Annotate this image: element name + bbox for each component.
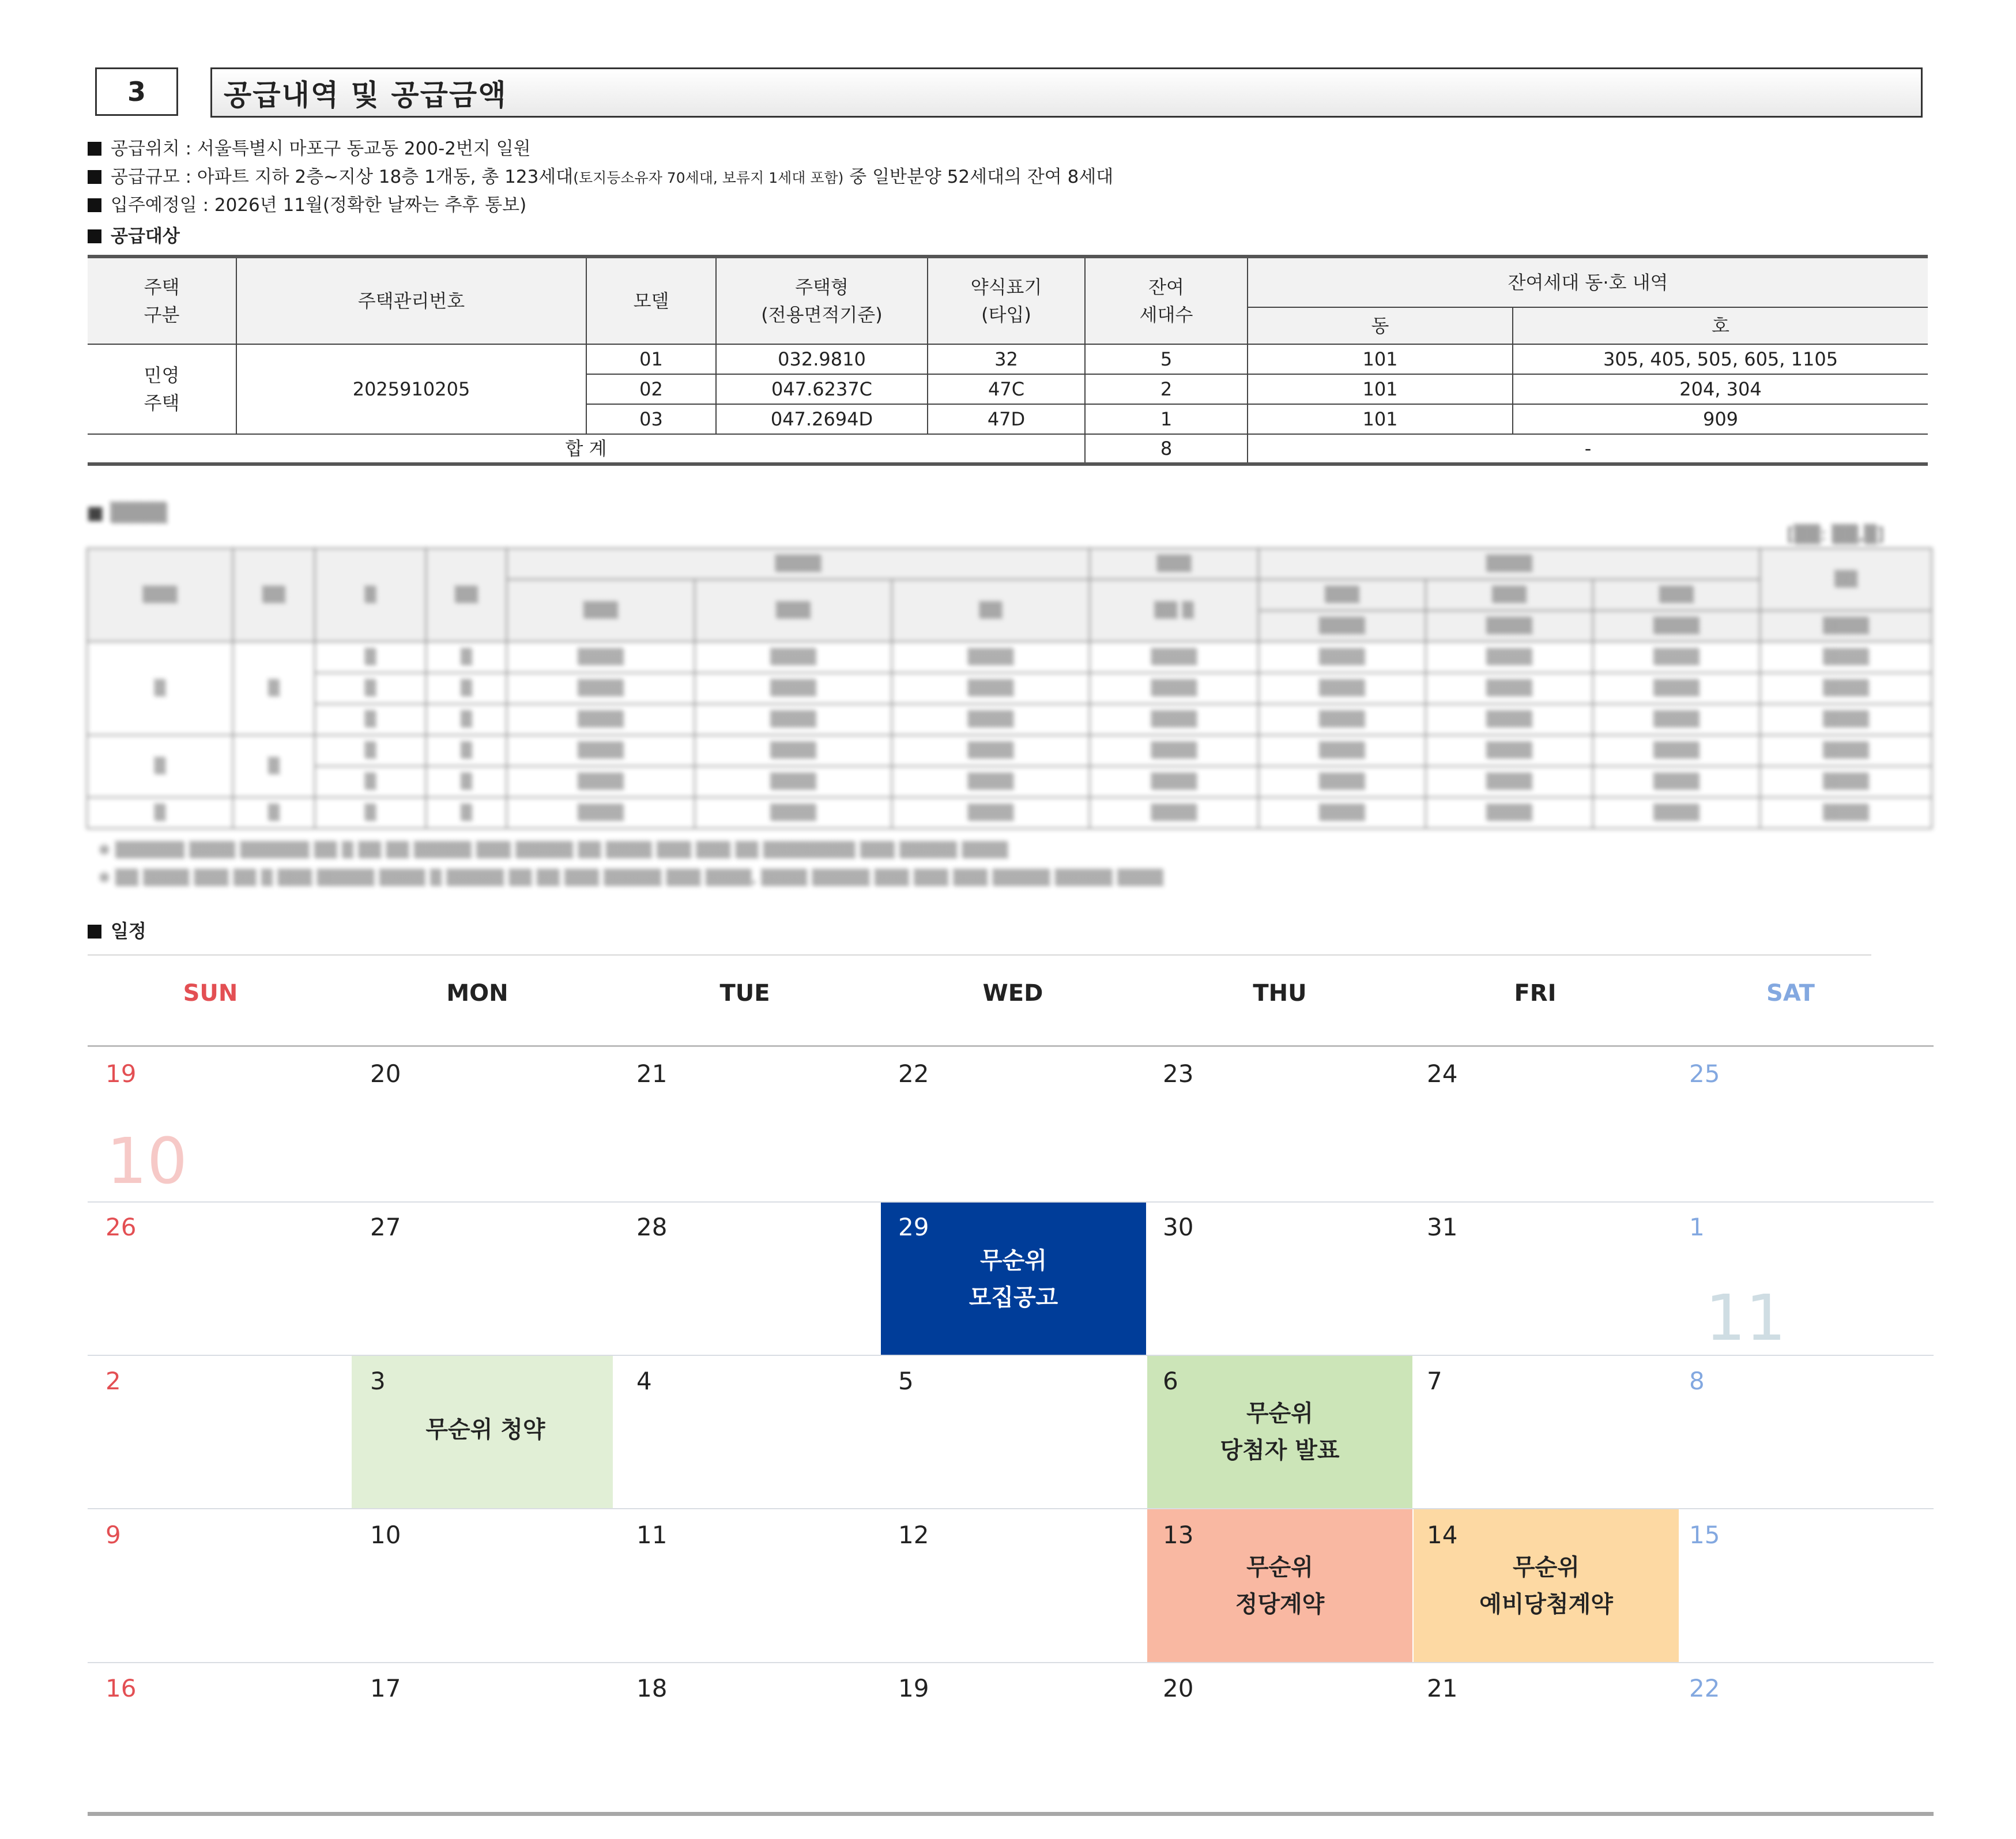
blurred-note: ※ ▒▒ ▒▒▒▒ ▒▒▒ ▒▒ ▒ ▒▒▒ ▒▒▒▒▒ ▒▒▒▒ ▒ ▒▒▒▒▒ ▒▒ ▒▒ ▒▒▒ ▒▒▒▒▒ ▒▒▒ ▒▒▒▒, ▒▒▒▒ ▒▒▒▒▒ ▒▒▒ ▒▒▒ ▒▒▒ ▒▒▒▒▒ ▒▒▒▒▒ ▒▒▒▒	[98, 869, 1164, 887]
size-cell: 032.9810	[716, 344, 928, 374]
event-contract-line2: 정당계약	[1235, 1591, 1325, 1618]
blurred-table: ▒▒▒ ▒▒ ▒ ▒▒ ▒▒▒▒ ▒▒▒ ▒▒▒▒ ▒▒ ▒▒▒ ▒▒▒ ▒▒ ▒▒ ▒ ▒▒▒ ▒▒▒ ▒▒▒ ▒▒▒▒ ▒▒▒▒ ▒▒▒▒ ▒▒▒▒ ▒ ▒ ▒ ▒ ▒▒▒▒ ▒▒▒▒ ▒▒▒▒ ▒▒▒▒ ▒▒▒▒ ▒▒▒▒ ▒▒▒▒ ▒▒▒▒ ▒ ▒ ▒▒▒▒ ▒▒▒▒ ▒▒▒▒ ▒▒▒▒ ▒▒▒▒ ▒▒▒▒ ▒▒▒▒ ▒▒▒▒ ▒ ▒ ▒▒▒▒ ▒▒▒▒ ▒▒▒▒ ▒▒▒▒ ▒▒▒▒ ▒▒▒▒ ▒▒▒▒ ▒▒▒▒ ▒ ▒ ▒ ▒ ▒▒▒▒ ▒▒▒▒ ▒▒▒▒ ▒▒▒▒ ▒▒▒▒ ▒▒▒▒ ▒▒▒▒ ▒▒▒▒ ▒ ▒ ▒▒▒▒ ▒▒▒▒ ▒▒▒▒ ▒▒▒▒ ▒▒▒▒ ▒▒▒▒ ▒▒▒▒ ▒▒▒▒ ▒ ▒ ▒ ▒ ▒▒▒▒ ▒▒▒▒ ▒▒▒▒ ▒▒▒▒ ▒▒▒▒ ▒▒▒▒ ▒▒▒▒ ▒▒▒▒	[86, 548, 1932, 829]
calendar-day[interactable]: 29	[898, 1213, 929, 1241]
calendar-day[interactable]: 3	[370, 1367, 386, 1395]
size-cell: 047.6237C	[716, 374, 928, 404]
calendar-day[interactable]: 22	[898, 1060, 929, 1088]
calendar-day[interactable]: 23	[1163, 1060, 1194, 1088]
dong-cell: 101	[1248, 374, 1513, 404]
model-cell: 01	[586, 344, 716, 374]
week-divider	[88, 1508, 1934, 1509]
calendar-day[interactable]: 18	[636, 1674, 668, 1702]
header-short-type: 약식표기 (타입)	[928, 257, 1085, 344]
bullet-square-icon	[88, 198, 101, 212]
count-cell: 1	[1085, 404, 1248, 434]
calendar-day[interactable]: 19	[898, 1674, 929, 1702]
dong-cell: 101	[1248, 404, 1513, 434]
header-model: 모델	[586, 257, 716, 344]
calendar-bottom-border	[88, 1812, 1934, 1816]
calendar-day[interactable]: 17	[370, 1674, 401, 1702]
calendar-top-divider	[88, 954, 1871, 956]
calendar-day[interactable]: 16	[105, 1674, 137, 1702]
calendar-day[interactable]: 27	[370, 1213, 401, 1241]
total-label: 합 계	[88, 434, 1085, 464]
ho-cell: 204, 304	[1513, 374, 1928, 404]
total-dash: -	[1248, 434, 1928, 464]
event-winner-line1: 무순위	[1246, 1400, 1313, 1427]
event-apply[interactable]	[353, 1411, 618, 1448]
count-cell: 2	[1085, 374, 1248, 404]
event-reserve[interactable]	[1414, 1549, 1679, 1623]
group-cell: 민영 주택	[88, 344, 236, 434]
month-marker-october: 10	[107, 1124, 187, 1198]
schedule-label: 일정	[88, 917, 146, 943]
type-cell: 32	[928, 344, 1085, 374]
weekday-mon: MON	[446, 980, 508, 1007]
supply-table	[88, 255, 1928, 466]
calendar-day[interactable]: 15	[1689, 1521, 1720, 1549]
calendar-day[interactable]: 5	[898, 1367, 914, 1395]
total-row	[88, 434, 1928, 464]
blurred-note: ※ ▒▒▒▒▒▒ ▒▒▒▒ ▒▒▒▒▒▒ ▒▒ ▒ ▒▒ ▒▒ ▒▒▒▒▒ ▒▒▒ ▒▒▒▒▒ ▒▒ ▒▒▒▒ ▒▒▒ ▒▒▒ ▒▒ ▒▒▒▒▒▒▒▒ ▒▒▒ ▒▒▒▒▒ ▒▒▒▒	[98, 842, 1008, 859]
calendar-day[interactable]: 8	[1689, 1367, 1705, 1395]
ho-cell: 909	[1513, 404, 1928, 434]
header-remain-count: 잔여 세대수	[1085, 257, 1248, 344]
size-cell: 047.2694D	[716, 404, 928, 434]
weekday-sat: SAT	[1766, 980, 1815, 1007]
week-divider	[88, 1662, 1934, 1663]
type-cell: 47C	[928, 374, 1085, 404]
calendar-day[interactable]: 6	[1163, 1367, 1178, 1395]
supply-location: 공급위치 : 서울특별시 마포구 동교동 200-2번지 일원	[88, 134, 531, 160]
dong-cell: 101	[1248, 344, 1513, 374]
event-reserve-line1: 무순위	[1513, 1554, 1580, 1581]
type-cell: 47D	[928, 404, 1085, 434]
bullet-square-icon	[88, 170, 101, 184]
calendar-day[interactable]: 13	[1163, 1521, 1194, 1549]
section-number: 3	[95, 67, 178, 116]
calendar-day[interactable]: 30	[1163, 1213, 1194, 1241]
calendar-header-divider	[88, 1045, 1934, 1047]
weekday-thu: THU	[1253, 980, 1307, 1007]
bullet-square-icon	[88, 925, 101, 939]
calendar-day[interactable]: 4	[636, 1367, 652, 1395]
week-divider	[88, 1201, 1934, 1203]
calendar-day[interactable]: 10	[370, 1521, 401, 1549]
calendar-day[interactable]: 22	[1689, 1674, 1720, 1702]
header-dong: 동	[1248, 307, 1513, 344]
calendar-day[interactable]: 21	[636, 1060, 668, 1088]
calendar-day[interactable]: 11	[636, 1521, 668, 1549]
model-cell: 03	[586, 404, 716, 434]
bullet-square-icon	[88, 229, 101, 243]
calendar-day[interactable]: 1	[1689, 1213, 1705, 1241]
move-in-date: 입주예정일 : 2026년 11월(정확한 날짜는 추후 통보)	[88, 190, 526, 216]
ho-cell: 305, 405, 505, 605, 1105	[1513, 344, 1928, 374]
event-winner-line2: 당첨자 발표	[1220, 1437, 1340, 1464]
event-reserve-line2: 예비당첨계약	[1479, 1591, 1613, 1618]
header-house-size: 주택형 (전용면적기준)	[716, 257, 928, 344]
calendar-day[interactable]: 7	[1427, 1367, 1442, 1395]
event-winner[interactable]	[1147, 1395, 1412, 1469]
weekday-tue: TUE	[719, 980, 770, 1007]
calendar-day[interactable]: 14	[1427, 1521, 1458, 1549]
event-notice-line2: 모집공고	[969, 1284, 1058, 1311]
header-remain-detail: 잔여세대 동·호 내역	[1248, 257, 1928, 307]
header-mgmt-no: 주택관리번호	[236, 257, 586, 344]
section-title: 공급내역 및 공급금액	[210, 67, 1923, 118]
supply-target-label: 공급대상	[88, 221, 180, 247]
count-cell: 5	[1085, 344, 1248, 374]
calendar-day[interactable]: 28	[636, 1213, 668, 1241]
blurred-price-section	[86, 496, 1931, 899]
calendar-day[interactable]: 26	[105, 1213, 137, 1241]
calendar-day[interactable]: 25	[1689, 1060, 1720, 1088]
weekday-sun: SUN	[183, 980, 238, 1007]
header-ho: 호	[1513, 307, 1928, 344]
supply-scale: 공급규모 : 아파트 지하 2층~지상 18층 1개동, 총 123세대(토지등소유자 70세대, 보류지 1세대 포함) 중 일반분양 52세대의 잔여 8세대	[88, 162, 1113, 188]
event-contract[interactable]	[1147, 1549, 1412, 1623]
calendar-day[interactable]: 9	[105, 1521, 121, 1549]
header-house-type: 주택 구분	[88, 257, 236, 344]
model-cell: 02	[586, 374, 716, 404]
week-divider	[88, 1355, 1934, 1356]
calendar-day[interactable]: 12	[898, 1521, 929, 1549]
calendar-day[interactable]: 21	[1427, 1674, 1458, 1702]
calendar-day[interactable]: 31	[1427, 1213, 1458, 1241]
event-contract-line1: 무순위	[1246, 1554, 1313, 1581]
month-marker-november: 11	[1705, 1281, 1786, 1355]
blurred-unit: [▒▒: ▒▒,▒]	[1787, 525, 1884, 545]
event-notice[interactable]	[881, 1242, 1146, 1316]
calendar-day[interactable]: 24	[1427, 1060, 1458, 1088]
calendar-day[interactable]: 19	[105, 1060, 137, 1088]
calendar-day[interactable]: 2	[105, 1367, 121, 1395]
weekday-fri: FRI	[1514, 980, 1557, 1007]
total-count: 8	[1085, 434, 1248, 464]
bullet-square-icon	[88, 142, 101, 156]
blurred-heading: ■ ▒▒▒▒	[86, 502, 167, 523]
weekday-wed: WED	[982, 980, 1043, 1007]
table-row	[88, 344, 1928, 374]
event-apply-line: 무순위 청약	[425, 1416, 545, 1443]
event-notice-line1: 무순위	[980, 1248, 1047, 1274]
mgmt-number-cell: 2025910205	[236, 344, 586, 434]
calendar-day[interactable]: 20	[1163, 1674, 1194, 1702]
calendar-day[interactable]: 20	[370, 1060, 401, 1088]
